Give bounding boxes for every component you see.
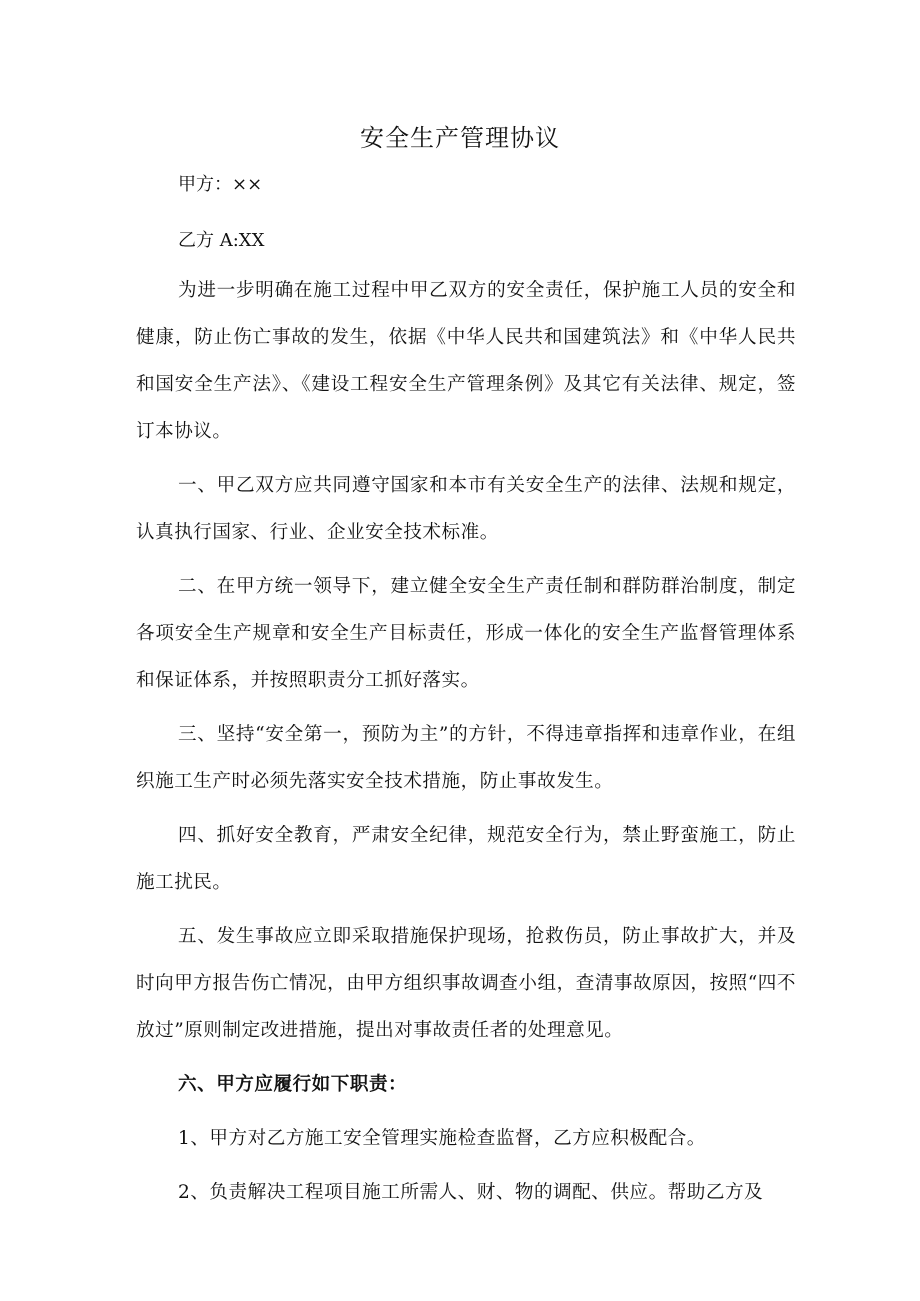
clause-2-paragraph: 二、在甲方统一领导下，建立健全安全生产责任制和群防群治制度，制定各项安全生产规章和安全生产目标责任，形成一体化的安全生产监督管理体系和保证体系，并按照职责分工抓好落实。 [136,576,796,691]
agreement-body [136,267,796,1216]
duty-2-paragraph: 2、负责解决工程项目施工所需人、财、物的调配、供应。帮助乙方及 [178,1182,764,1203]
clause-3-paragraph: 三、坚持“安全第一，预防为主”的方针，不得违章指挥和违章作业，在组织施工生产时必须先落实安全技术措施，防止事故发生。 [136,724,796,792]
preamble-paragraph: 为进一步明确在施工过程中甲乙双方的安全责任，保护施工人员的安全和健康，防止伤亡事故的发生，依据《中华人民共和国建筑法》和《中华人民共和国安全生产法》、《建设工程安全生产管理条例》及其它有关法律、规定，签订本协议。 [136,280,796,442]
party-b-line: 乙方 A:XX [178,230,265,251]
clause-6-heading: 六、甲方应履行如下职责： [178,1074,408,1095]
party-a-line: 甲方：×× [178,174,263,195]
clause-5-paragraph: 五、发生事故应立即采取措施保护现场，抢救伤员，防止事故扩大，并及时向甲方报告伤亡情况，由甲方组织事故调查小组，查清事故原因，按照“四不放过”原则制定改进措施，提出对事故责任者的处理意见。 [136,926,796,1041]
clause-4-paragraph: 四、抓好安全教育，严肃安全纪律，规范安全行为，禁止野蛮施工，防止施工扰民。 [136,825,796,893]
clause-1-paragraph: 一、甲乙双方应共同遵守国家和本市有关安全生产的法律、法规和规定，认真执行国家、行业、企业安全技术标准。 [136,475,796,543]
duty-1-paragraph: 1、甲方对乙方施工安全管理实施检查监督，乙方应积极配合。 [178,1128,706,1149]
document-title: 安全生产管理协议 [360,124,560,152]
